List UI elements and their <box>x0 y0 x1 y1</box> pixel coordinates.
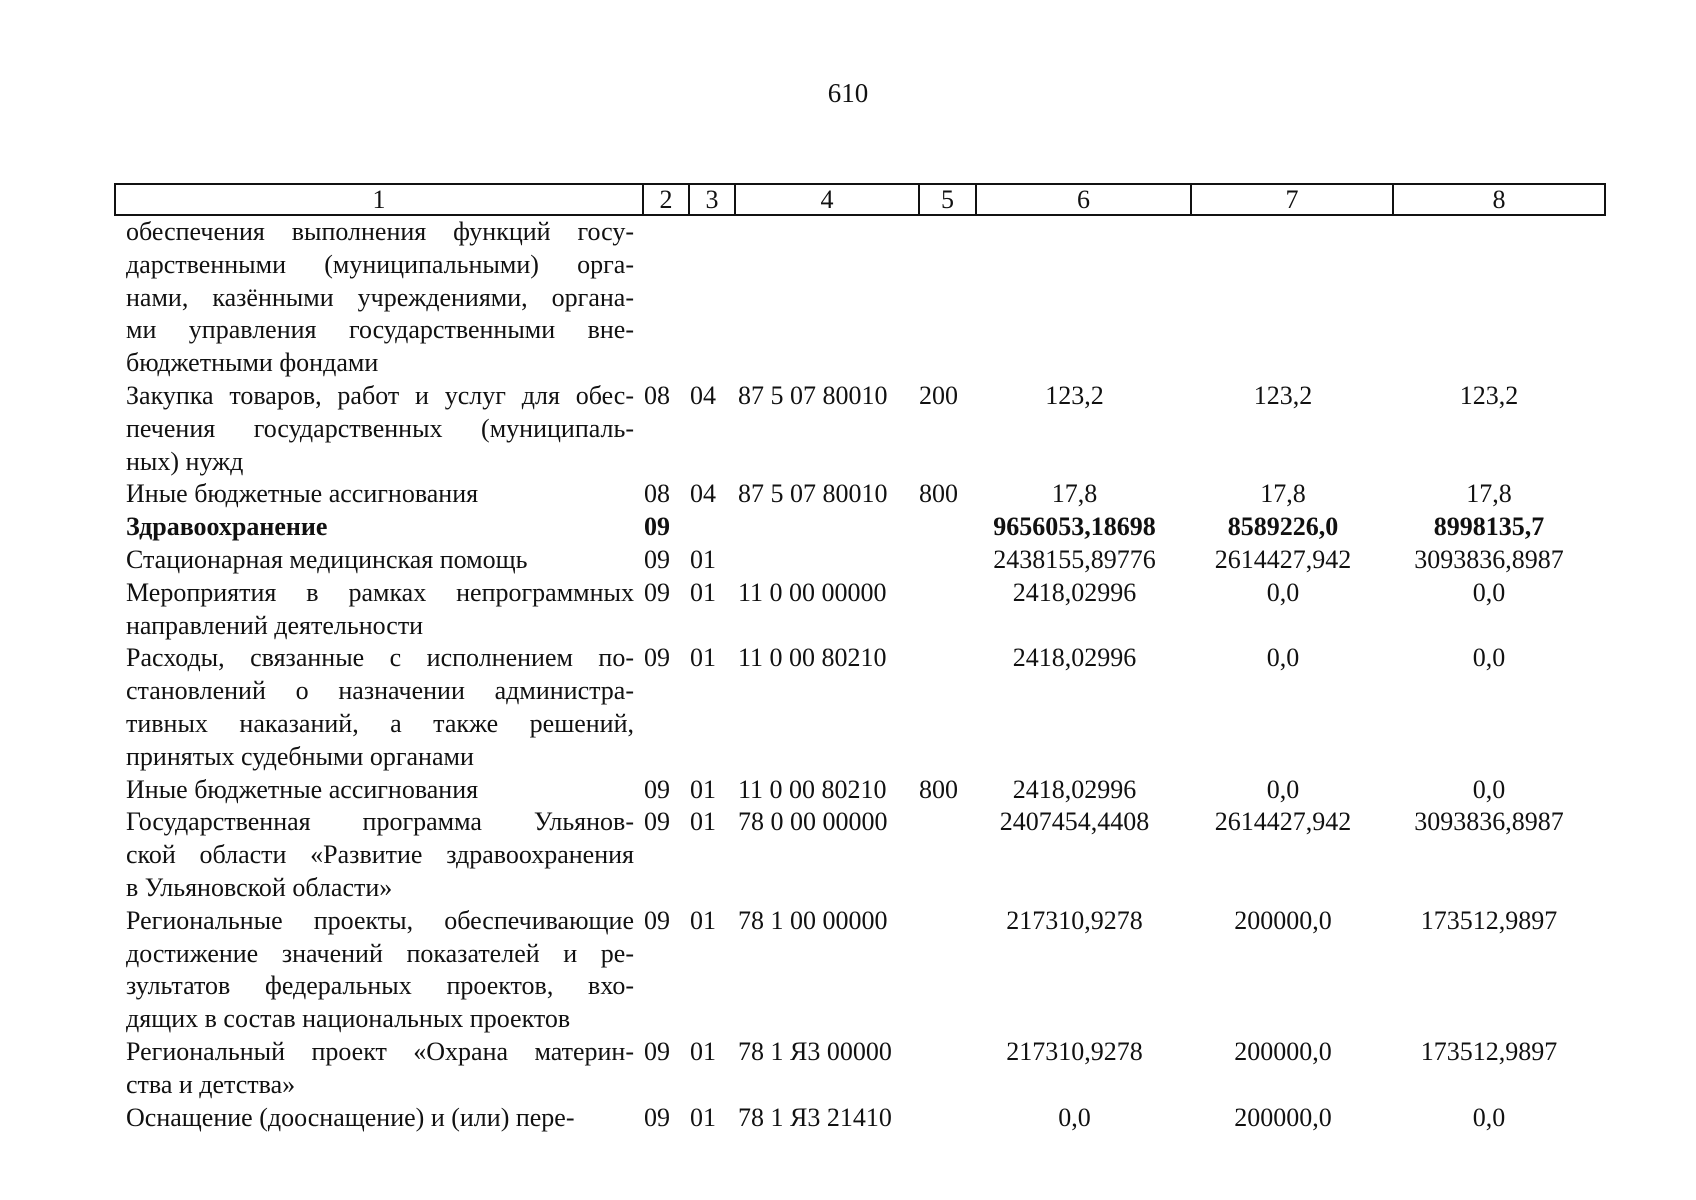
row-expense-type: 200 <box>919 380 958 410</box>
row-value-col7: 0,0 <box>1266 577 1300 607</box>
row-value-col6: 2407454,4408 <box>999 807 1150 837</box>
row-section: 09 <box>644 774 670 804</box>
row-name-line: достижение значений показателей и ре- <box>126 938 634 968</box>
row-section: 08 <box>644 380 670 410</box>
row-name-line: обеспечения выполнения функций госу- <box>126 217 634 246</box>
row-value-col8: 0,0 <box>1472 577 1506 607</box>
row-subsection: 01 <box>690 1036 716 1066</box>
table-row <box>114 511 1604 544</box>
row-subsection: 01 <box>690 1102 716 1132</box>
row-name-line: ства и детства» <box>126 1069 296 1099</box>
page-number: 610 <box>827 78 869 108</box>
row-target-code: 11 0 00 80210 <box>738 643 887 673</box>
row-target-code: 78 1 Я3 00000 <box>738 1036 892 1066</box>
row-name-line: Расходы, связанные с исполнением по- <box>126 643 634 673</box>
row-target-code: 78 1 Я3 21410 <box>738 1102 892 1132</box>
row-name-line: Региональные проекты, обеспечивающие <box>126 905 634 935</box>
row-name-line: становлений о назначении администра- <box>126 676 634 706</box>
row-value-col6: 17,8 <box>1051 479 1098 509</box>
header-col-3: 3 <box>689 184 735 215</box>
header-col-6: 6 <box>976 184 1191 215</box>
table-row <box>114 1102 1604 1135</box>
row-value-col8: 0,0 <box>1472 643 1506 673</box>
row-value-col8: 8998135,7 <box>1433 512 1545 542</box>
row-section: 09 <box>644 1102 670 1132</box>
row-value-col7: 200000,0 <box>1234 1102 1332 1132</box>
row-value-col7: 2614427,942 <box>1214 807 1352 837</box>
table-row <box>114 544 1604 577</box>
row-target-code: 78 1 00 00000 <box>738 905 888 935</box>
row-section: 09 <box>644 643 670 673</box>
row-value-col8: 173512,9897 <box>1420 905 1558 935</box>
row-name-line: направлений деятельности <box>126 610 424 640</box>
row-subsection: 01 <box>690 807 716 837</box>
row-value-col7: 123,2 <box>1253 380 1313 410</box>
row-name-line: ных) нужд <box>126 446 244 476</box>
row-value-col6: 217310,9278 <box>1006 905 1143 935</box>
row-name <box>114 806 634 904</box>
row-name-line: тивных наказаний, а также решений, <box>126 708 634 738</box>
row-value-col6: 2418,02996 <box>1012 774 1137 804</box>
row-name <box>114 544 634 577</box>
row-name <box>114 905 634 1036</box>
row-subsection: 01 <box>690 774 716 804</box>
row-target-code: 87 5 07 80010 <box>738 479 888 509</box>
row-name-line: Закупка товаров, работ и услуг для обес- <box>126 380 634 410</box>
table-row <box>114 806 1604 904</box>
table-row <box>114 905 1604 1036</box>
header-col-4: 4 <box>735 184 919 215</box>
row-name-line: ми управления государственными вне- <box>126 315 634 345</box>
row-value-col6: 0,0 <box>1058 1102 1091 1132</box>
row-name-line: дящих в состав национальных проектов <box>126 1004 571 1034</box>
table-row <box>114 1036 1604 1102</box>
row-name-line: Мероприятия в рамках непрограммных <box>126 577 634 607</box>
table-row <box>114 577 1604 643</box>
row-name <box>114 511 634 544</box>
row-subsection: 01 <box>690 544 716 574</box>
row-name-line: бюджетными фондами <box>126 348 379 378</box>
row-subsection: 04 <box>690 479 716 509</box>
row-value-col7: 0,0 <box>1266 774 1300 804</box>
row-subsection: 01 <box>690 577 716 607</box>
header-col-5: 5 <box>919 184 976 215</box>
row-subsection: 04 <box>690 380 716 410</box>
table-row <box>114 478 1604 511</box>
row-name <box>114 577 634 643</box>
row-name-line: Иные бюджетные ассигнования <box>126 774 479 804</box>
row-value-col6: 2418,02996 <box>1012 643 1137 673</box>
row-name <box>114 1036 634 1102</box>
table-row <box>114 380 1604 478</box>
row-value-col7: 8589226,0 <box>1227 512 1339 542</box>
row-value-col8: 17,8 <box>1466 479 1512 509</box>
row-value-col7: 200000,0 <box>1234 1036 1332 1066</box>
header-col-2: 2 <box>643 184 689 215</box>
row-section: 09 <box>644 544 670 574</box>
header-col-1: 1 <box>115 184 643 215</box>
row-name-line: Стационарная медицинская помощь <box>126 544 528 574</box>
row-target-code: 11 0 00 80210 <box>738 774 887 804</box>
row-expense-type: 800 <box>919 479 958 509</box>
row-target-code: 78 0 00 00000 <box>738 807 888 837</box>
row-value-col8: 0,0 <box>1472 774 1506 804</box>
row-value-col7: 2614427,942 <box>1214 544 1352 574</box>
row-value-col8: 3093836,8987 <box>1414 807 1564 837</box>
row-section: 09 <box>644 905 670 935</box>
row-name <box>114 1102 634 1135</box>
row-section: 09 <box>644 512 670 542</box>
table-body <box>114 216 1604 1134</box>
row-section: 09 <box>644 577 670 607</box>
row-value-col6: 217310,9278 <box>1006 1036 1143 1066</box>
row-name-line: ской области «Развитие здравоохранения <box>126 840 634 870</box>
row-target-code: 11 0 00 00000 <box>738 577 887 607</box>
row-section: 09 <box>644 1036 670 1066</box>
row-name <box>114 478 634 511</box>
table-row <box>114 642 1604 773</box>
row-value-col8: 123,2 <box>1459 380 1519 410</box>
table-row <box>114 216 1604 380</box>
row-name-line: Иные бюджетные ассигнования <box>126 479 479 509</box>
row-value-col8: 3093836,8987 <box>1414 544 1564 574</box>
row-section: 08 <box>644 479 670 509</box>
row-section: 09 <box>644 807 670 837</box>
row-value-col8: 0,0 <box>1472 1102 1506 1132</box>
table-row <box>114 774 1604 807</box>
row-name-line: печения государственных (муниципаль- <box>126 413 634 443</box>
row-value-col7: 200000,0 <box>1234 905 1332 935</box>
header-col-8: 8 <box>1393 184 1605 215</box>
row-name-line: дарственными (муниципальными) орга- <box>126 249 634 279</box>
header-col-7: 7 <box>1191 184 1393 215</box>
row-name-line: в Ульяновской области» <box>126 872 393 902</box>
row-name-line: Государственная программа Ульянов- <box>126 807 634 837</box>
row-expense-type: 800 <box>919 774 958 804</box>
row-subsection: 01 <box>690 905 716 935</box>
row-value-col6: 9656053,18698 <box>993 512 1156 542</box>
row-subsection: 01 <box>690 643 716 673</box>
row-name-line: зультатов федеральных проектов, вхо- <box>126 971 634 1001</box>
row-name <box>114 642 634 773</box>
row-name-line: принятых судебными органами <box>126 741 474 771</box>
row-target-code: 87 5 07 80010 <box>738 380 888 410</box>
row-name-line: Региональный проект «Охрана материн- <box>126 1036 634 1066</box>
row-value-col6: 2418,02996 <box>1012 577 1137 607</box>
row-value-col7: 17,8 <box>1260 479 1306 509</box>
row-name <box>114 774 634 807</box>
table-header <box>114 183 1606 216</box>
row-value-col7: 0,0 <box>1266 643 1300 673</box>
row-name <box>114 216 634 380</box>
row-value-col6: 123,2 <box>1045 380 1104 410</box>
row-name-line: Здравоохранение <box>126 512 328 542</box>
row-name-line: нами, казёнными учреждениями, органа- <box>126 282 634 312</box>
row-name <box>114 380 634 478</box>
row-value-col6: 2438155,89776 <box>993 544 1156 574</box>
row-name-line: Оснащение (дооснащение) и (или) пере- <box>126 1102 575 1132</box>
row-value-col8: 173512,9897 <box>1420 1036 1558 1066</box>
